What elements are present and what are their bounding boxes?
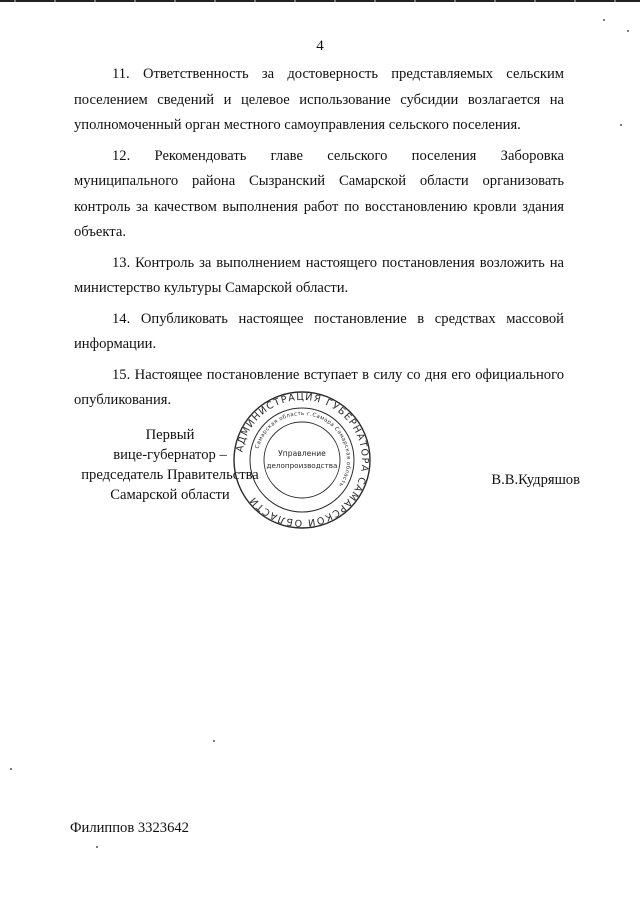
scan-speck [603,19,605,21]
scan-speck [627,30,629,32]
signature-title-line: председатель Правительства [81,467,259,483]
paragraph-14: 14. Опубликовать настоящее постановление в средствах массовой информации. [74,310,564,352]
paragraph-12: 12. Рекомендовать главе сельского поселения Заборовка муниципального района Сызранский Самарской области организовать контроль за качеством выполнения работ по восстановлению кровли здания объекта. [74,147,564,240]
seal-outer-text: АДМИНИСТРАЦИЯ ГУБЕРНАТОРА САМАРСКОЙ ОБЛАСТИ [234,391,371,529]
scan-speck [10,768,12,770]
seal-center-line1: Управление [278,449,326,458]
signer-name: В.В.Кудряшов [491,472,580,488]
scan-speck [620,124,622,126]
document-body [74,62,564,419]
top-scan-edge [0,0,640,2]
executor-note: Филиппов 3323642 [70,820,189,836]
paragraph-15: 15. Настоящее постановление вступает в силу со дня его официального опубликования. [74,366,564,408]
official-seal-stamp [232,390,372,530]
seal-center-line2: делопроизводства [266,461,338,470]
page-number: 4 [316,38,324,54]
scan-speck [213,740,215,742]
paragraph-11: 11. Ответственность за достоверность представляемых сельским поселением сведений и целевое использование субсидии возлагается на уполномоченный орган местного самоуправления сельского поселения. [74,66,564,133]
seal-inner-text: Самарская область г.Самара Самарская область [254,410,352,488]
signature-title-line: вице-губернатор – [113,447,227,463]
signature-title-line: Самарской области [110,487,230,503]
signature-title-line: Первый [145,427,195,443]
paragraph-13: 13. Контроль за выполнением настоящего постановления возложить на министерство культуры Самарской области. [74,254,564,296]
scan-speck [96,846,98,848]
